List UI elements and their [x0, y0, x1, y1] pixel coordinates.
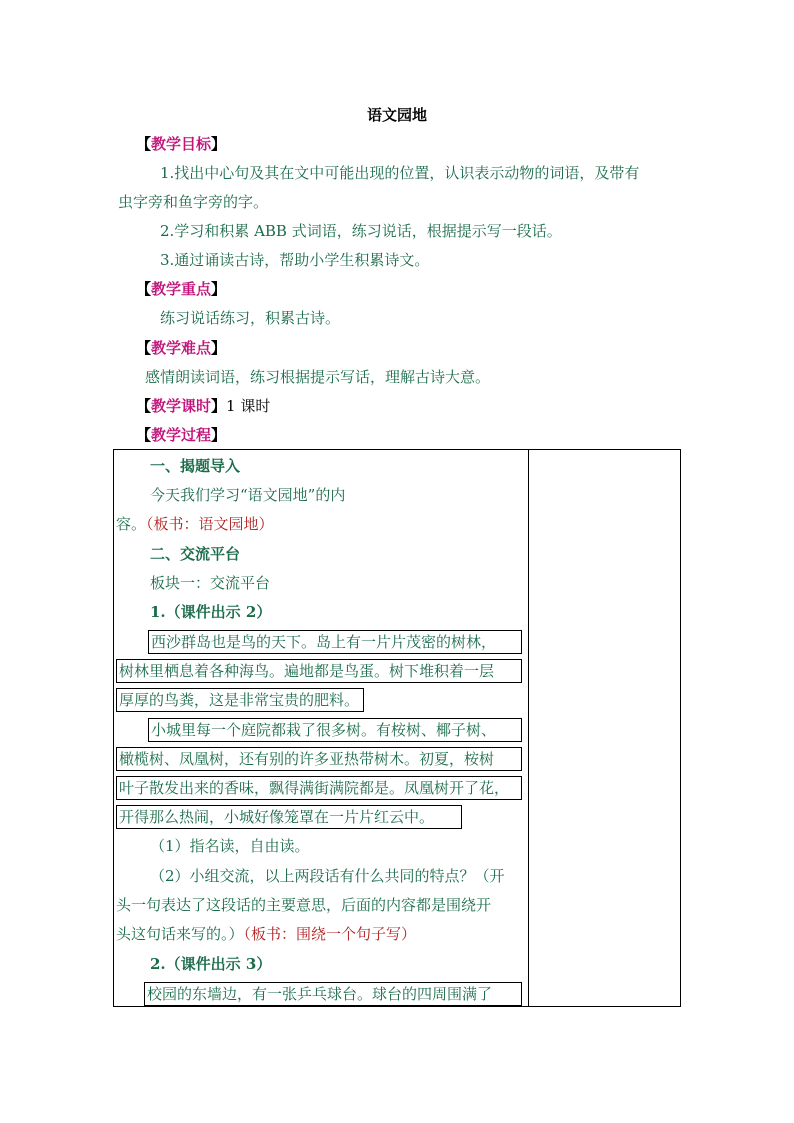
- goal-1: 1.找出中心句及其在文中可能出现的位置，认识表示动物的词语，及带有: [160, 164, 640, 182]
- key-heading: 【教学重点】: [136, 280, 227, 298]
- item-1-label: 1.（课件出示 2）: [150, 603, 272, 621]
- goal-2: 2.学习和积累 ABB 式词语，练习说话，根据提示写一段话。: [160, 222, 562, 240]
- process-heading: 【教学过程】: [136, 426, 227, 444]
- passage-1-line-2: 树林里栖息着各种海鸟。遍地都是鸟蛋。树下堆积着一层: [116, 659, 522, 683]
- question-2-line-2: 头一句表达了这段话的主要意思，后面的内容都是围绕开: [116, 896, 492, 914]
- process-content-cell: [114, 450, 529, 1007]
- question-1: （1）指名读，自由读。: [150, 837, 310, 855]
- question-2-line-1: （2）小组交流，以上两段话有什么共同的特点？（开: [150, 867, 505, 885]
- passage-3-line-1: 校园的东墙边，有一张乒乓球台。球台的四周围满了: [144, 982, 522, 1006]
- section-1-title: 一、揭题导入: [150, 457, 241, 475]
- section-2-title: 二、交流平台: [150, 545, 241, 563]
- passage-2-line-4: 开得那么热闹，小城好像笼罩在一片片红云中。: [116, 805, 462, 829]
- question-2-line-3: 头这句话来写的。）（板书：围绕一个句子写）: [116, 925, 417, 943]
- hours-heading: 【教学课时】1 课时: [136, 397, 271, 415]
- difficulty-heading: 【教学难点】: [136, 339, 227, 357]
- passage-2-line-3: 叶子散发出来的香味，飘得满街满院都是。凤凰树开了花，: [116, 776, 522, 800]
- item-2-label: 2.（课件出示 3）: [150, 955, 272, 973]
- passage-2-line-1: 小城里每一个庭院都栽了很多树。有桉树、椰子树、: [148, 718, 522, 742]
- goal-1-cont: 虫字旁和鱼字旁的字。: [118, 193, 269, 211]
- passage-1-line-3: 厚厚的鸟粪，这是非常宝贵的肥料。: [116, 688, 364, 712]
- key-text: 练习说话练习，积累古诗。: [160, 309, 341, 327]
- page-title: 语文园地: [366, 106, 427, 124]
- goal-3: 3.通过诵读古诗，帮助小学生积累诗文。: [160, 251, 430, 269]
- section-2-subtitle: 板块一：交流平台: [150, 574, 271, 592]
- process-table: [113, 449, 681, 1007]
- goals-heading: 【教学目标】: [136, 135, 227, 153]
- section-1-line-2: 容。（板书：语文园地）: [116, 515, 274, 533]
- process-notes-cell: [529, 450, 681, 1007]
- section-1-line-1: 今天我们学习“语文园地”的内: [150, 486, 346, 504]
- passage-1-line-1: 西沙群岛也是鸟的天下。岛上有一片片茂密的树林，: [148, 630, 522, 654]
- passage-2-line-2: 橄榄树、凤凰树，还有别的许多亚热带树木。初夏，桉树: [116, 747, 522, 771]
- difficulty-text: 感情朗读词语，练习根据提示写话，理解古诗大意。: [145, 368, 491, 386]
